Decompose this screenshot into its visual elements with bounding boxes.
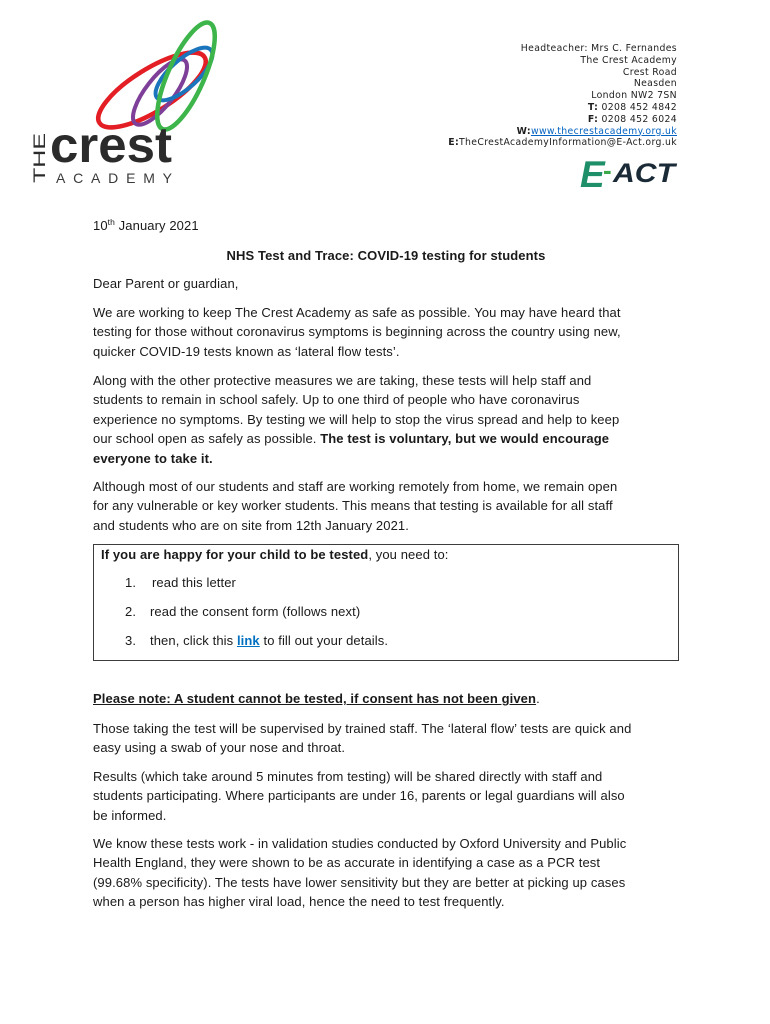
salutation-text: Dear Parent or guardian, bbox=[93, 276, 239, 291]
consent-step bbox=[125, 602, 360, 621]
paragraph-line: We are working to keep The Crest Academy as safe as possible. You may have heard that bbox=[93, 305, 621, 320]
paragraph-line: quicker COVID-19 tests known as ‘lateral flow tests’. bbox=[93, 343, 400, 359]
email-label: E: bbox=[448, 137, 460, 149]
step-text: to fill out your details. bbox=[259, 633, 389, 648]
paragraph-protective-measures bbox=[93, 371, 619, 468]
fax-line bbox=[448, 114, 677, 126]
step-text: read the consent form (follows next) bbox=[150, 604, 361, 619]
consent-step bbox=[125, 631, 388, 650]
step-text: then, click this bbox=[150, 633, 237, 648]
paragraph-line: be informed. bbox=[93, 807, 167, 823]
consent-intro-rest: , you need to: bbox=[368, 547, 449, 562]
date-line bbox=[93, 216, 199, 235]
paragraph-line: for any vulnerable or key worker students. This means that testing is available for all staff bbox=[93, 498, 613, 514]
letter-date bbox=[93, 216, 199, 235]
e-act-logo-act: ACT bbox=[611, 158, 678, 188]
paragraph-text: our school open as safely as possible. bbox=[93, 431, 321, 447]
date-month-year: January 2021 bbox=[114, 218, 199, 233]
fax-number: 0208 452 6024 bbox=[598, 113, 677, 125]
phone-label: T: bbox=[587, 101, 599, 113]
consent-form-link[interactable]: link bbox=[236, 633, 260, 648]
paragraph-test-accuracy bbox=[93, 834, 626, 912]
phone-line bbox=[448, 102, 677, 114]
school-address-block bbox=[448, 43, 677, 149]
paragraph-line: We know these tests work - in validation studies conducted by Oxford University and Public bbox=[93, 836, 627, 851]
paragraph-line: (99.68% specificity). The tests have lower sensitivity but they are better at picking up cases bbox=[93, 874, 626, 890]
paragraph-line: and students who are on site from 12th January 2021. bbox=[93, 517, 409, 533]
email-address: TheCrestAcademyInformation@E-Act.org.uk bbox=[459, 137, 677, 149]
area-line: Neasden bbox=[633, 78, 677, 90]
paragraph-line: students participating. Where participants are under 16, parents or legal guardians will also bbox=[93, 788, 625, 804]
voluntary-notice-bold: everyone to take it. bbox=[93, 450, 213, 466]
paragraph-line: when a person has higher viral load, hence the need to test frequently. bbox=[93, 894, 505, 910]
city-postcode-line: London NW2 7SN bbox=[591, 90, 677, 102]
e-act-logo-dash: - bbox=[603, 155, 612, 185]
paragraph-supervision bbox=[93, 719, 631, 758]
phone-number: 0208 452 4842 bbox=[598, 101, 677, 113]
letter-title-text: NHS Test and Trace: COVID-19 testing for students bbox=[226, 248, 546, 263]
paragraph-line bbox=[93, 449, 619, 468]
letter-title bbox=[93, 246, 679, 265]
consent-note-bold: Please note: A student cannot be tested, if consent has not been given bbox=[93, 691, 537, 706]
salutation bbox=[93, 274, 238, 293]
step-text: read this letter bbox=[152, 575, 236, 590]
email-line bbox=[448, 137, 677, 149]
paragraph-line: experience no symptoms. By testing we will help to stop the virus spread and help to keep bbox=[93, 411, 620, 427]
school-name-line: The Crest Academy bbox=[580, 54, 677, 66]
paragraph-line bbox=[93, 429, 619, 448]
step-number: 1. bbox=[125, 575, 137, 590]
paragraph-line: Those taking the test will be supervised by trained staff. The ‘lateral flow’ tests are quick and bbox=[93, 721, 632, 736]
paragraph-line: Along with the other protective measures we are taking, these tests will help staff and bbox=[93, 373, 592, 388]
paragraph-on-site-testing bbox=[93, 477, 617, 535]
consent-note-line bbox=[93, 689, 540, 708]
consent-instructions-box bbox=[93, 544, 679, 661]
paragraph-line: students to remain in school safely. Up to one third of people who have coronavirus bbox=[93, 392, 580, 408]
consent-intro-bold: If you are happy for your child to be tested bbox=[101, 547, 369, 562]
voluntary-notice-bold: The test is voluntary, but we would encourage bbox=[320, 431, 610, 447]
date-suffix: th bbox=[107, 217, 115, 227]
paragraph-line: Health England, they were shown to be as accurate in identifying a case as a PCR test bbox=[93, 855, 601, 871]
headteacher-line: Headteacher: Mrs C. Fernandes bbox=[520, 43, 677, 54]
road-line: Crest Road bbox=[622, 66, 677, 78]
website-link[interactable]: www.thecrestacademy.org.uk bbox=[530, 125, 677, 137]
paragraph-intro bbox=[93, 303, 621, 361]
paragraph-line: Although most of our students and staff are working remotely from home, we remain open bbox=[93, 479, 618, 494]
paragraph-line: easy using a swab of your nose and throat. bbox=[93, 740, 346, 756]
e-act-logo bbox=[576, 150, 682, 194]
paragraph-results bbox=[93, 767, 625, 825]
logo-academy-text: ACADEMY bbox=[56, 170, 172, 186]
crest-academy-logo bbox=[0, 0, 240, 200]
website-label: W: bbox=[516, 125, 531, 137]
e-act-logo-e: E bbox=[580, 154, 605, 194]
consent-note bbox=[93, 689, 540, 708]
website-line bbox=[448, 126, 677, 138]
date-day: 10 bbox=[93, 218, 108, 233]
consent-step bbox=[125, 573, 236, 592]
logo-the-text: THE bbox=[30, 149, 49, 183]
paragraph-line: Results (which take around 5 minutes from testing) will be shared directly with staff and bbox=[93, 769, 603, 784]
fax-label: F: bbox=[587, 113, 599, 125]
consent-note-end: . bbox=[536, 691, 540, 706]
consent-intro bbox=[101, 545, 449, 564]
step-number: 2. bbox=[125, 604, 137, 619]
paragraph-line: testing for those without coronavirus symptoms is beginning across the country using new, bbox=[93, 324, 621, 340]
logo-crest-text: crest bbox=[50, 117, 173, 173]
step-number: 3. bbox=[125, 633, 137, 648]
